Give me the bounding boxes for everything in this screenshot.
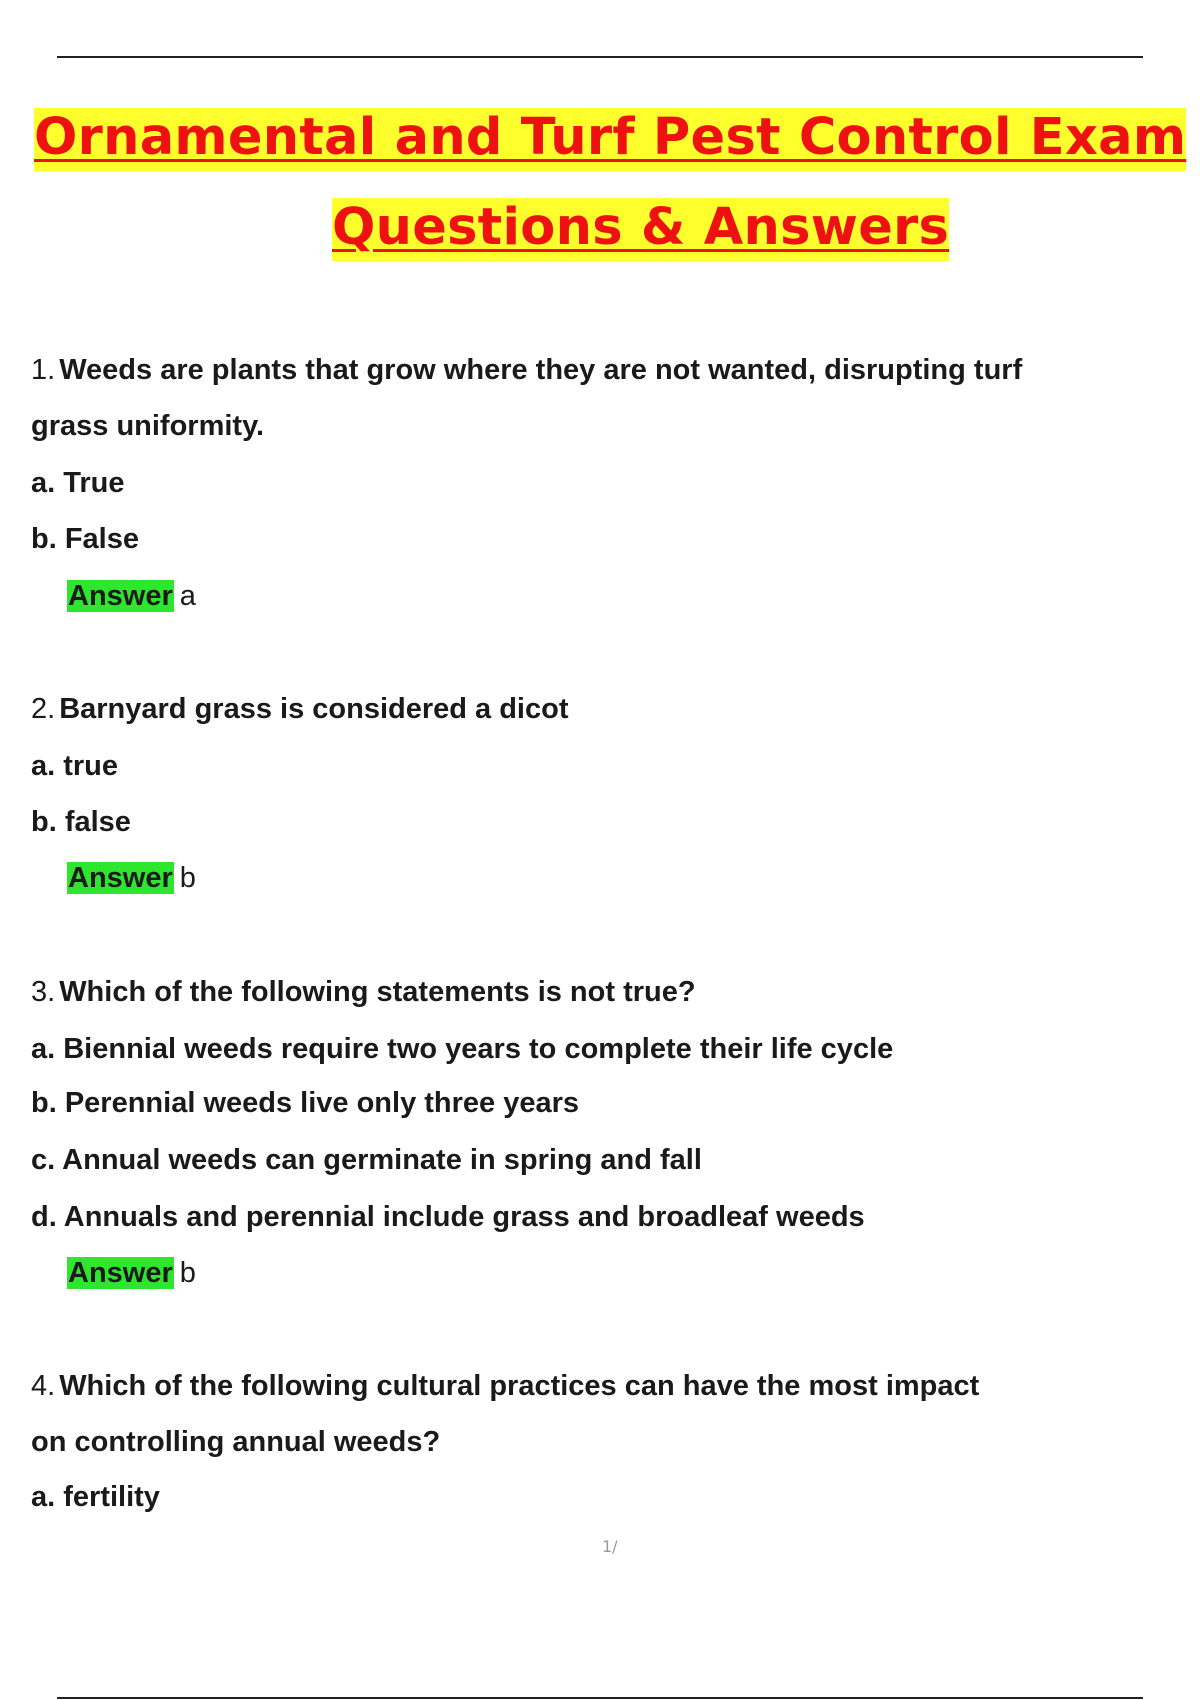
option-b: b. Perennial weeds live only three years [31,1087,580,1119]
question-text: 4. Which of the following cultural practices can have the most impact [31,1370,980,1402]
option-a: a. Biennial weeds require two years to complete their life cycle [31,1033,894,1065]
top-rule [57,56,1143,58]
option-c: c. Annual weeds can germinate in spring and fall [31,1144,702,1176]
bottom-rule [57,1697,1143,1699]
answer-value: b [179,1257,196,1289]
answer-label: Answer [68,862,173,894]
option-b: b. false [31,806,131,838]
option-b: b. False [31,523,139,555]
answer-line [67,1255,196,1291]
option-d: d. Annuals and perennial include grass and broadleaf weeds [31,1201,865,1233]
option-a: a. fertility [31,1481,160,1513]
question-text: 1. Weeds are plants that grow where they are not wanted, disrupting turf [31,354,1023,386]
question-text-continued: grass uniformity. [31,410,265,442]
question-text: 3. Which of the following statements is not true? [31,976,696,1008]
question-text: 2. Barnyard grass is considered a dicot [31,693,569,725]
document-title-line-1: Ornamental and Turf Pest Control Exam [34,108,1200,167]
answer-line [67,578,196,614]
option-a: a. True [31,467,125,499]
answer-value: b [179,862,196,894]
document-title-line-2: Questions & Answers [332,198,1200,257]
question-text-continued: on controlling annual weeds? [31,1426,441,1458]
page-number: 1/ [602,1537,618,1556]
option-a: a. true [31,750,119,782]
answer-label: Answer [68,580,173,612]
answer-label: Answer [68,1257,173,1289]
answer-line [67,860,196,896]
answer-value: a [179,580,196,612]
